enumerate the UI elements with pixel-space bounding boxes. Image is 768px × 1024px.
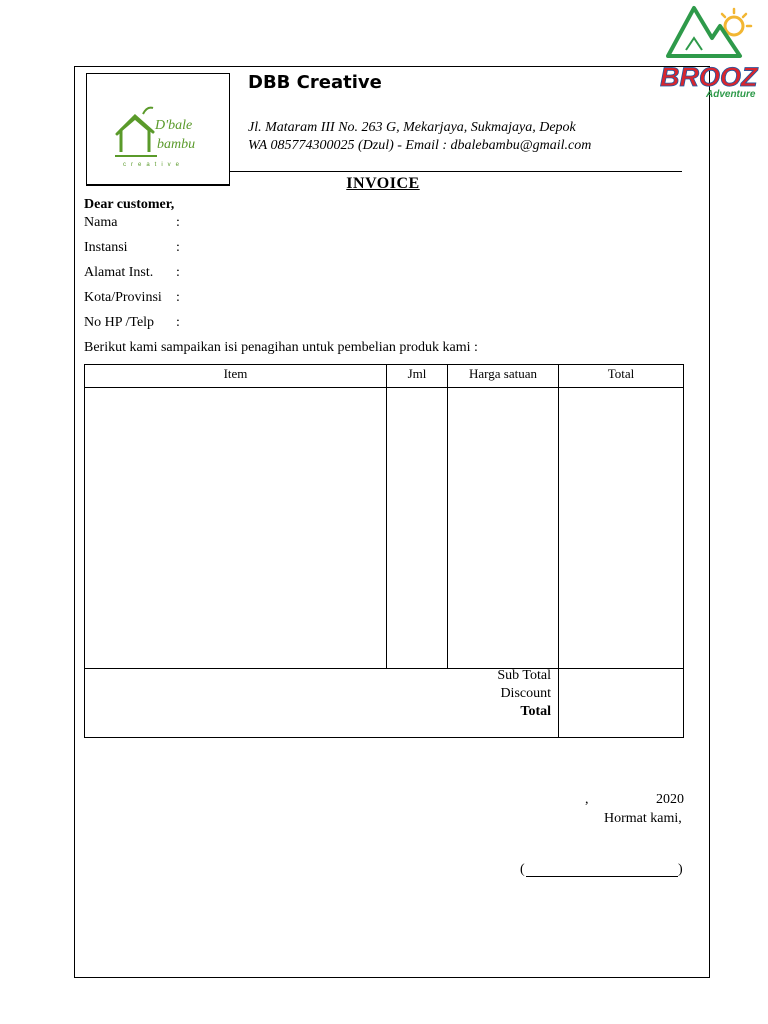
header-divider bbox=[230, 171, 682, 172]
table-body-bottom bbox=[84, 668, 684, 669]
dbale-bambu-logo bbox=[87, 74, 229, 184]
table-col-divider-harga bbox=[558, 364, 559, 738]
field-label-kota: Kota/Provinsi bbox=[84, 290, 162, 305]
discount-label: Discount bbox=[500, 686, 551, 701]
greeting: Dear customer, bbox=[84, 197, 175, 212]
field-colon-kota: : bbox=[176, 290, 180, 305]
items-table bbox=[84, 364, 684, 738]
table-header-divider bbox=[84, 387, 684, 388]
signature-year: 2020 bbox=[656, 792, 684, 807]
company-name: DBB Creative bbox=[248, 72, 382, 93]
company-logo-box bbox=[86, 73, 230, 185]
company-contact: WA 085774300025 (Dzul) - Email : dbalebambu@gmail.com bbox=[248, 138, 592, 153]
field-colon-nama: : bbox=[176, 215, 180, 230]
signature-comma: , bbox=[585, 792, 589, 807]
field-label-alamat: Alamat Inst. bbox=[84, 265, 154, 280]
field-colon-instansi: : bbox=[176, 240, 180, 255]
total-label: Total bbox=[520, 704, 551, 719]
logo-text-bambu: bambu bbox=[157, 137, 196, 152]
invoice-intro-text: Berikut kami sampaikan isi penagihan untuk pembelian produk kami : bbox=[84, 340, 478, 355]
field-label-instansi: Instansi bbox=[84, 240, 128, 255]
table-header-harga: Harga satuan bbox=[469, 366, 537, 381]
company-address: Jl. Mataram III No. 263 G, Mekarjaya, Sukmajaya, Depok bbox=[248, 120, 576, 135]
signature-open-paren: ( bbox=[520, 862, 525, 877]
table-col-divider-item bbox=[386, 364, 387, 669]
brooz-adventure-logo bbox=[656, 0, 764, 104]
brooz-brand-text: BROOZ bbox=[660, 62, 758, 92]
table-header-total: Total bbox=[607, 366, 635, 381]
field-label-nama: Nama bbox=[84, 215, 118, 230]
invoice-title: INVOICE bbox=[346, 175, 420, 192]
field-colon-alamat: : bbox=[176, 265, 180, 280]
logo-text-dbale: D'bale bbox=[155, 118, 193, 133]
signature-line bbox=[526, 876, 678, 877]
table-col-divider-jml bbox=[447, 364, 448, 669]
table-header-item: Item bbox=[223, 366, 248, 381]
logo-text-creative: creative bbox=[123, 162, 185, 168]
logo-bottom-line bbox=[86, 185, 230, 186]
brooz-adventure-text: Adventure bbox=[706, 89, 756, 100]
signature-close-paren: ) bbox=[678, 862, 683, 877]
field-label-hp: No HP /Telp bbox=[84, 315, 155, 330]
signature-closing: Hormat kami, bbox=[604, 811, 682, 826]
field-colon-hp: : bbox=[176, 315, 180, 330]
subtotal-label: Sub Total bbox=[497, 668, 551, 683]
table-header-jml: Jml bbox=[407, 366, 427, 381]
